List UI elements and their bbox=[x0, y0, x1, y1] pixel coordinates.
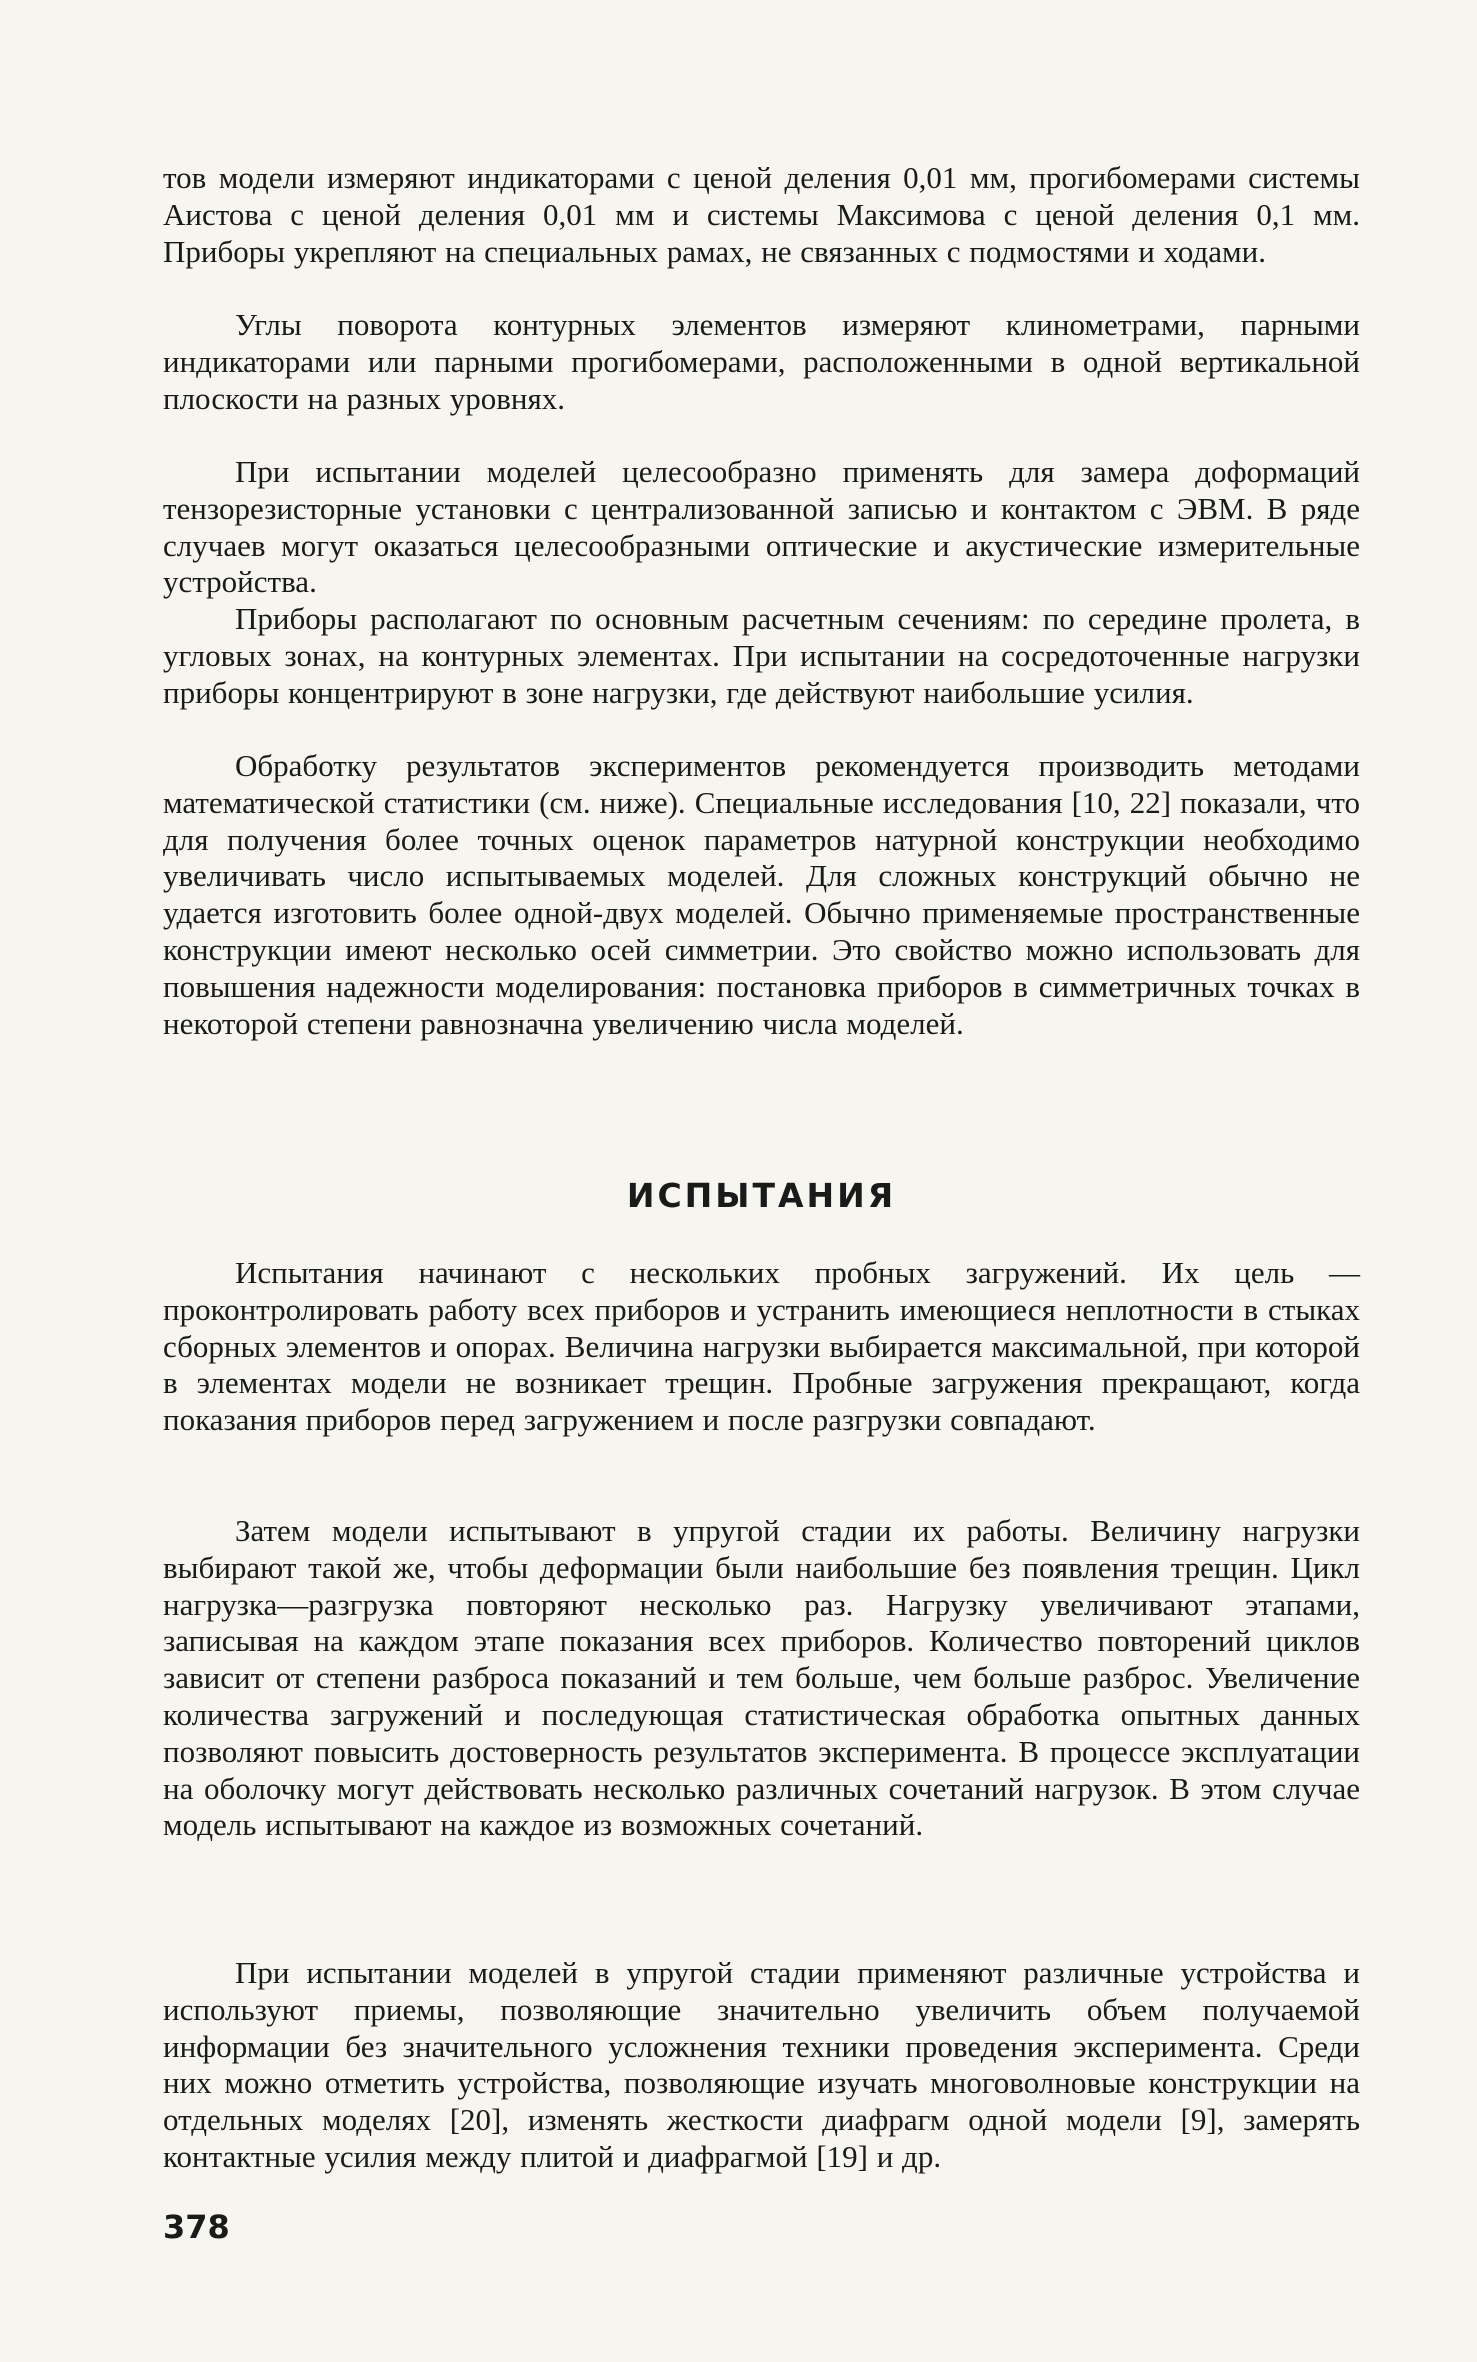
paragraph-1: тов модели измеряют индикаторами с ценой деления 0,01 мм, прогибомерами системы Аистова с ценой деления 0,01 мм и системы Максимова с ценой деления 0,1 мм. Приборы укрепляют на специальных рамах, не связанных с подмостями и ходами. bbox=[163, 160, 1360, 269]
paragraph-8: При испытании моделей в упругой стадии применяют различные устройства и используют приемы, позволяющие значительно увеличить объем получаемой информации без значительного усложнения техники проведения эксперимента. Среди них можно отметить устройства, позволяющие изучать многоволновые конструкции на отдельных моделях [20], изменять жесткости диафрагм одной модели [9], замерять контактные усилия между плитой и диафрагмой [19] и др. bbox=[163, 1955, 1360, 2174]
paragraph-2: Углы поворота контурных элементов измеряют клинометрами, парными индикаторами или парными прогибомерами, расположенными в одной вертикальной плоскости на разных уровнях. bbox=[163, 307, 1360, 416]
paragraph-3: При испытании моделей целесообразно применять для замера доформаций тензорезисторные установки с централизованной записью и контактом с ЭВМ. В ряде случаев могут оказаться целесообразными оптические и акустические измерительные устройства. bbox=[163, 454, 1360, 600]
paragraph-7: Затем модели испытывают в упругой стадии их работы. Величину нагрузки выбирают такой же, чтобы деформации были наибольшие без появления трещин. Цикл нагрузка—разгрузка повторяют несколько раз. Нагрузку увеличивают этапами, записывая на каждом этапе показания всех приборов. Количество повторений циклов зависит от степени разброса показаний и тем больше, чем больше разброс. Увеличение количества загружений и последующая статистическая обработка опытных данных позволяют повысить достоверность результатов эксперимента. В процессе эксплуатации на оболочку могут действовать несколько различных сочетаний нагрузок. В этом случае модель испытывают на каждое из возможных сочетаний. bbox=[163, 1513, 1360, 1843]
page-number: 378 bbox=[163, 2208, 230, 2246]
page-body bbox=[163, 160, 1360, 2213]
paragraph-5: Обработку результатов экспериментов рекомендуется производить методами математической статистики (см. ниже). Специальные исследования [10, 22] показали, что для получения более точных оценок параметров натурной конструкции необходимо увеличивать число испытываемых моделей. Для сложных конструкций обычно не удается изготовить более одной-двух моделей. Обычно применяемые пространственные конструкции имеют несколько осей симметрии. Это свойство можно использовать для повышения надежности моделирования: постановка приборов в симметричных точках в некоторой степени равнозначна увеличению числа моделей. bbox=[163, 748, 1360, 1041]
paragraph-4: Приборы располагают по основным расчетным сечениям: по середине пролета, в угловых зонах, на контурных элементах. При испытании на сосредоточенные нагрузки приборы концентрируют в зоне нагрузки, где действуют наибольшие усилия. bbox=[163, 601, 1360, 710]
section-heading: ИСПЫТАНИЯ bbox=[626, 1176, 897, 1215]
paragraph-6: Испытания начинают с нескольких пробных загружений. Их цель — проконтролировать работу всех приборов и устранить имеющиеся неплотности в стыках сборных элементов и опорах. Величина нагрузки выбирается максимальной, при которой в элементах модели не возникает трещин. Пробные загружения прекращают, когда показания приборов перед загружением и после разгрузки совпадают. bbox=[163, 1255, 1360, 1438]
